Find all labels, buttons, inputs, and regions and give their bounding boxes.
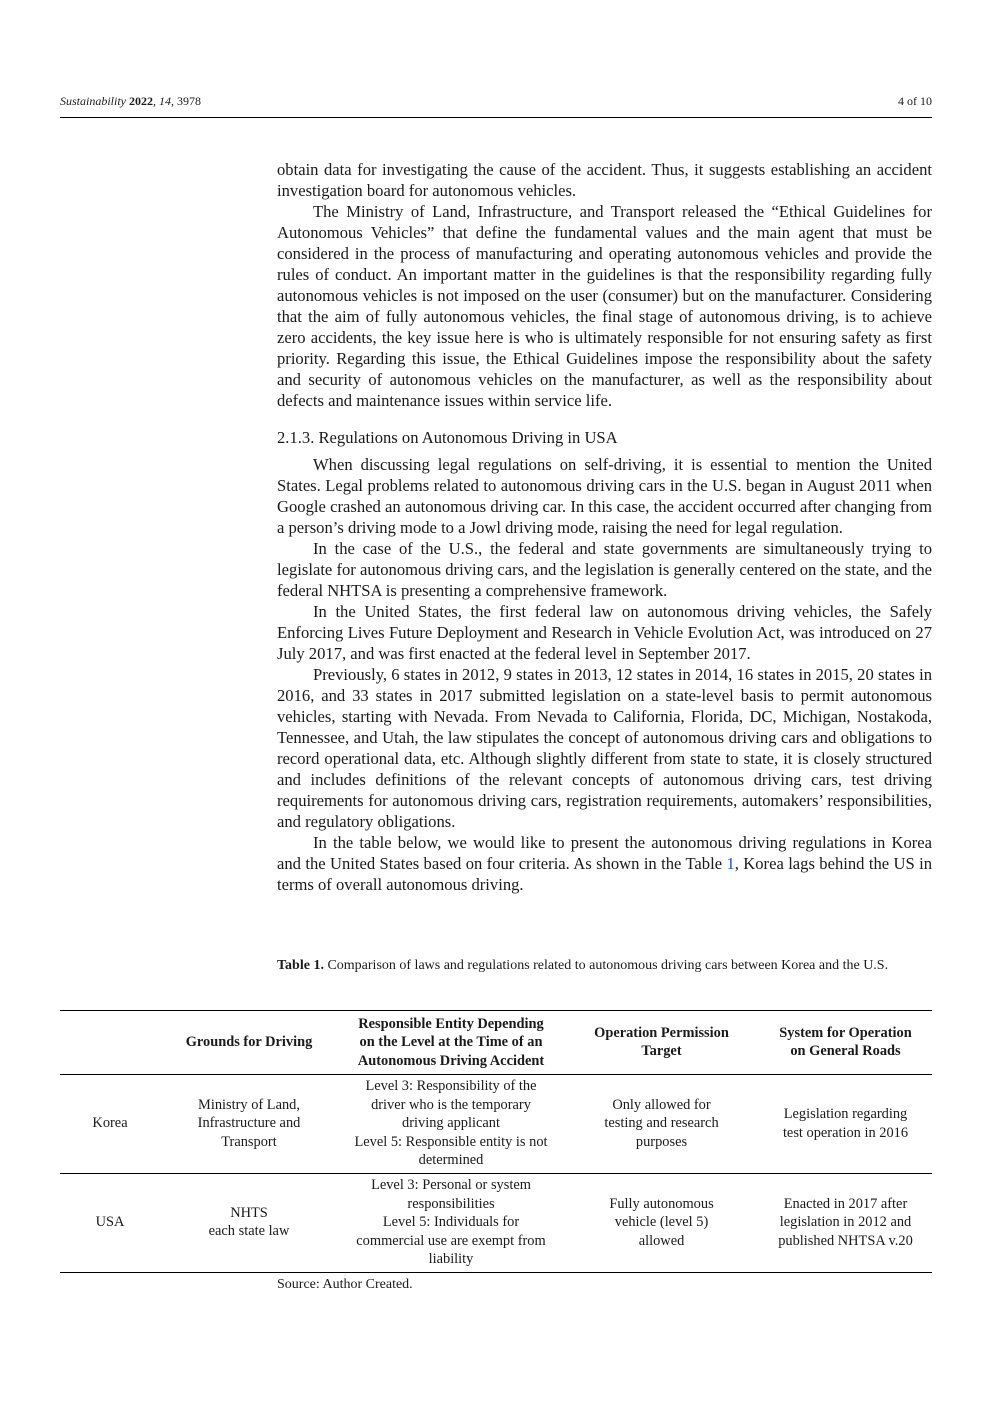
header-cell-country	[60, 1011, 160, 1074]
header-cell-permission: Operation Permission Target	[564, 1011, 759, 1074]
paragraph-text: , Korea lags behind the US in terms of overall autonomous driving.	[277, 854, 932, 894]
header-rule	[60, 117, 932, 118]
table-row	[60, 1074, 932, 1173]
cell-country: Korea	[60, 1074, 160, 1173]
article-number: 3978	[177, 94, 201, 108]
cell-country: USA	[95, 1214, 125, 1230]
paragraph-text: In the table below, we would like to present the autonomous driving regulations in Korea and the United States based on four criteria. As shown in the Table	[277, 833, 932, 873]
page-number: 4 of 10	[898, 94, 932, 108]
table-source-note: Source: Author Created.	[277, 1277, 413, 1292]
cell-responsible: Level 3: Personal or system responsibilities Level 5: Individuals for commercial use are exempt from liability	[356, 1177, 546, 1267]
section-heading: 2.1.3. Regulations on Autonomous Driving in USA	[277, 428, 618, 447]
cell-system: Legislation regarding test operation in 2016	[759, 1074, 932, 1173]
table-caption-label: Table 1.	[277, 958, 324, 973]
cell-permission: Fully autonomous vehicle (level 5) allowed	[609, 1195, 714, 1249]
table-bottom-rule	[60, 1272, 932, 1273]
paragraph: obtain data for investigating the cause of the accident. Thus, it suggests establishing an accident investigation board for autonomous vehicles.	[277, 160, 932, 200]
cell-system: Enacted in 2017 after legislation in 2012 and published NHTSA v.20	[778, 1195, 913, 1249]
header-cell-grounds: Grounds for Driving	[160, 1011, 338, 1074]
journal-year: 2022	[129, 94, 153, 108]
paragraph: Previously, 6 states in 2012, 9 states in 2013, 12 states in 2014, 16 states in 2015, 20 states in 2016, and 33 states in 2017 submitted legislation on a state-level basis to permit autonomous vehicles, starting with Nevada. From Nevada to California, Florida, DC, Michigan, Nostakoda, Tennessee, and Utah, the law stipulates the concept of autonomous driving cars and obligations to record operational data, etc. Although slightly different from state to state, it is closely structured and includes definitions of the relevant concepts of autonomous driving cars, test driving requirements for autonomous driving cars, registration requirements, automakers’ responsibilities, and regulatory obligations.	[277, 665, 932, 831]
header-cell-system: System for Operation on General Roads	[759, 1011, 932, 1074]
table-caption	[277, 955, 932, 976]
paragraph	[277, 832, 932, 895]
table-header-row	[60, 1011, 932, 1074]
cell-permission: Only allowed for testing and research purposes	[564, 1074, 759, 1173]
header-cell-responsible: Responsible Entity Depending on the Level at the Time of an Autonomous Driving Accident	[338, 1011, 564, 1074]
running-header	[60, 92, 932, 112]
table-caption-text: Comparison of laws and regulations related to autonomous driving cars between Korea and the U.S.	[323, 958, 889, 973]
cell-grounds: Ministry of Land, Infrastructure and Transport	[160, 1074, 338, 1173]
journal-citation: Sustainability 2022, 14, 3978	[60, 94, 201, 108]
table-row	[60, 1173, 932, 1271]
journal-name: Sustainability	[60, 94, 126, 108]
journal-volume: 14	[159, 94, 171, 108]
table-reference-link[interactable]: 1	[726, 854, 735, 873]
comparison-table	[60, 1011, 932, 1271]
cell-responsible: Level 3: Responsibility of the driver who is the temporary driving applicant Level 5: Responsible entity is not determined	[338, 1074, 564, 1173]
paragraph: In the case of the U.S., the federal and state governments are simultaneously trying to legislate for autonomous driving cars, and the legislation is generally centered on the state, and the federal NHTSA is presenting a comprehensive framework.	[277, 539, 932, 600]
body-text	[277, 159, 932, 895]
paragraph: When discussing legal regulations on self-driving, it is essential to mention the United States. Legal problems related to autonomous driving cars in the U.S. began in August 2011 when Google crashed an autonomous driving car. In this case, the accident occurred after changing from a person’s driving mode to a Jowl driving mode, raising the need for legal regulation.	[277, 455, 932, 537]
cell-grounds: NHTS each state law	[208, 1204, 290, 1240]
paragraph: In the United States, the first federal law on autonomous driving vehicles, the Safely Enforcing Lives Future Deployment and Research in Vehicle Evolution Act, was introduced on 27 July 2017, and was first enacted at the federal level in September 2017.	[277, 602, 932, 663]
paragraph: The Ministry of Land, Infrastructure, and Transport released the “Ethical Guidelines for Autonomous Vehicles” that define the fundamental values and the main agent that must be considered in the process of manufacturing and operating autonomous vehicles and provide the rules of conduct. An important matter in the guidelines is that the responsibility regarding fully autonomous vehicles is not imposed on the user (consumer) but on the manufacturer. Considering that the aim of fully autonomous vehicles, the final stage of autonomous driving, is to achieve zero accidents, the key issue here is who is ultimately responsible for not ensuring safety as first priority. Regarding this issue, the Ethical Guidelines impose the responsibility about the safety and security of autonomous vehicles on the manufacturer, as well as the responsibility about defects and maintenance issues within service life.	[277, 202, 932, 410]
